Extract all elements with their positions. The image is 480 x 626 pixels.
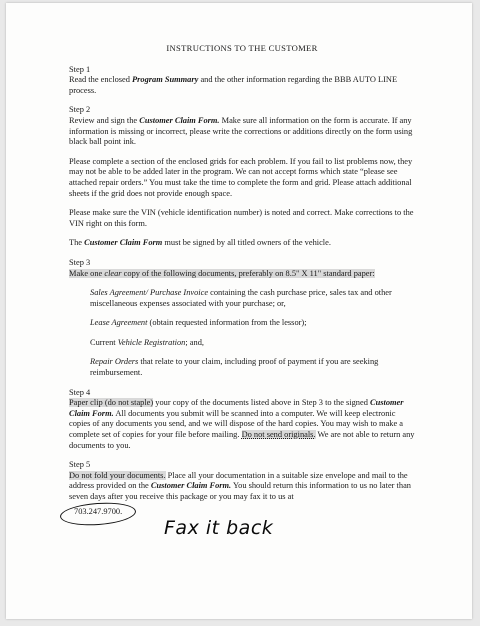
- page-title: INSTRUCTIONS TO THE CUSTOMER: [166, 43, 318, 53]
- step-paragraph: [69, 269, 415, 280]
- step-paragraph: Review and sign the Customer Claim Form. Make sure all information on the form is accurate. If any information is missing or incorrect, please write the corrections or additions directly on the form using black ball point ink.: [69, 115, 413, 147]
- step-heading: Step 5: [69, 460, 91, 470]
- handwritten-note: Fax it back: [164, 517, 274, 539]
- emphasis-text: Customer Claim Form.: [69, 398, 404, 418]
- highlighted-text: Do not fold your documents.: [69, 470, 166, 480]
- step-paragraph: The Customer Claim Form must be signed by all titled owners of the vehicle.: [69, 238, 331, 248]
- step-heading: Step 3: [69, 257, 91, 267]
- step-heading: Step 4: [69, 387, 91, 397]
- step-heading: Step 1: [69, 64, 91, 74]
- handdrawn-circle: [59, 500, 136, 527]
- emphasis-text: Program Summary: [132, 75, 199, 85]
- list-item: Current Vehicle Registration; and,: [90, 337, 204, 347]
- step-2: [69, 105, 415, 249]
- step-paragraph: Please make sure the VIN (vehicle identification number) is noted and correct. Make corrections to the VIN right on this form.: [69, 208, 414, 228]
- step-1: [69, 65, 415, 97]
- step-heading: Step 2: [69, 105, 91, 115]
- step-3: [69, 258, 415, 379]
- emphasis-text: Customer Claim Form.: [139, 115, 220, 125]
- document-body: [69, 43, 415, 527]
- step-4: [69, 388, 415, 452]
- highlighted-text: Make one clear copy of the following documents, preferably on 8.5" X 11" standard paper:: [69, 268, 375, 278]
- list-item: Sales Agreement/ Purchase Invoice containing the cash purchase price, sales tax and other miscellaneous expenses associated with your purchase; or,: [90, 288, 392, 308]
- step-paragraph: Do not fold your documents. Place all your documentation in a suitable size envelope and mail to the address provided on the Customer Claim Form. You should return this information to us no later than seven days after you receive this package or you may fax it to us at: [69, 470, 411, 501]
- list-item: Lease Agreement (obtain requested information from the lessor);: [90, 318, 307, 328]
- highlighted-text: Paper clip (do not staple): [69, 398, 154, 408]
- step-paragraph: Read the enclosed Program Summary and the other information regarding the BBB AUTO LINE process.: [69, 75, 398, 95]
- fax-number: 703.247.9700.: [74, 506, 123, 516]
- emphasis-text: Customer Claim Form: [84, 238, 163, 248]
- list-item: Repair Orders that relate to your claim, including proof of payment if you are seeking reimbursement.: [90, 357, 379, 378]
- document-page: [6, 3, 472, 619]
- step-paragraph: Paper clip (do not staple) your copy of the documents listed above in Step 3 to the signed Customer Claim Form. All documents you submit will be scanned into a computer. We will keep electronic copies of any documents you send, and we will dispose of the hard copies. You may wish to make a complete set of copies for your file before mailing. Do not send originals. We are not able to return any documents to you.: [69, 398, 415, 450]
- underlined-text: Do not send originals.: [241, 430, 316, 440]
- emphasis-text: Customer Claim Form.: [150, 481, 232, 491]
- step-paragraph: Please complete a section of the enclosed grids for each problem. If you fail to list problems now, they may not be able to be added later in the program. We can not accept forms which state “please see attached repair orders.” You must take the time to complete the form and grid. Please attach additional sheets if the grid does not provide enough space.: [69, 156, 413, 198]
